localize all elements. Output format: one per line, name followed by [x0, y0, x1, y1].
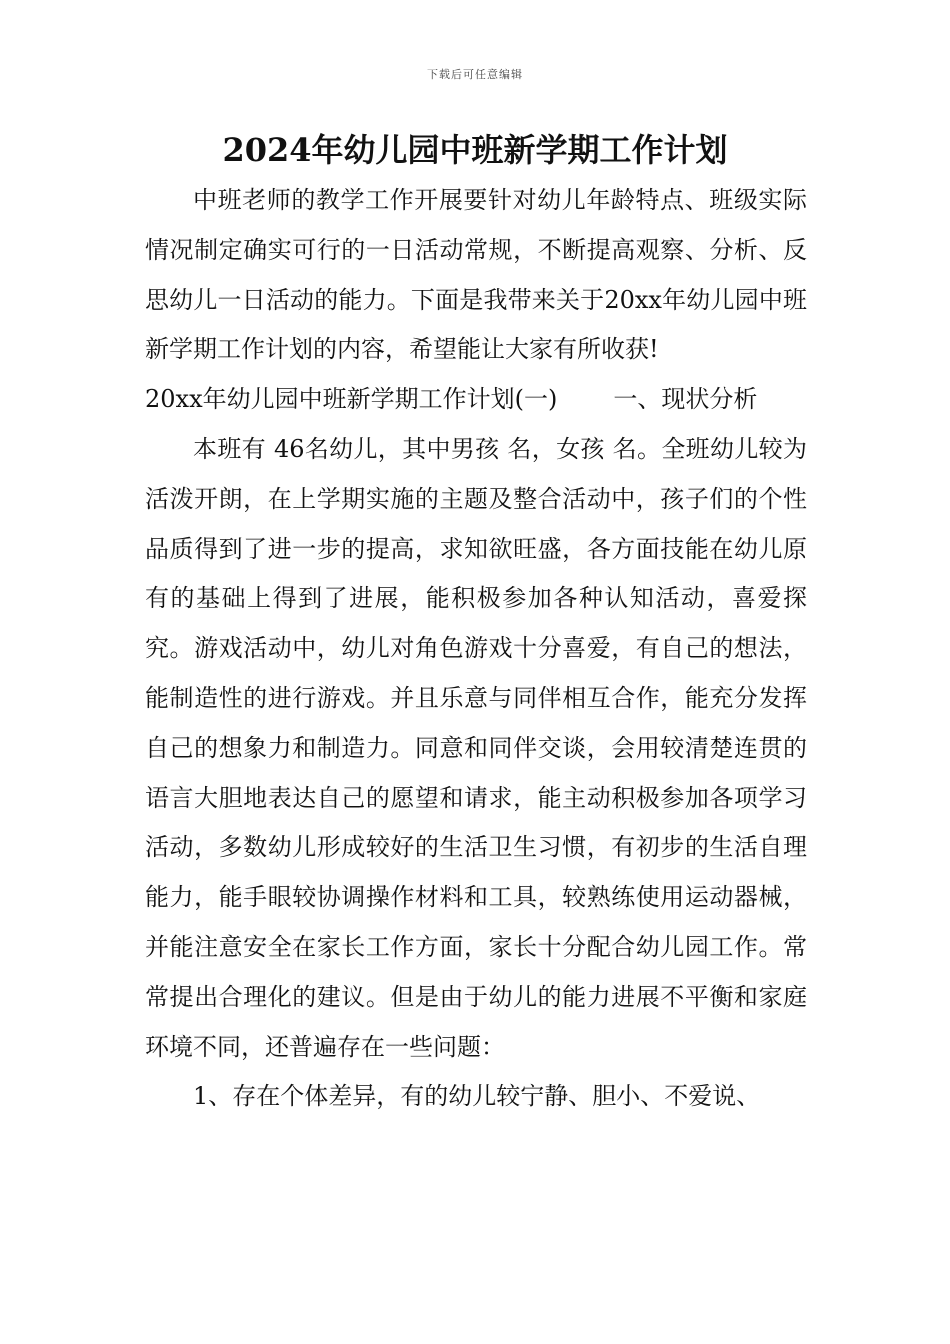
document-title: 2024年幼儿园中班新学期工作计划 [222, 131, 728, 169]
subsection-title: 一、现状分析 [613, 385, 758, 414]
point-1-paragraph: 1、存在个体差异，有的幼儿较宁静、胆小、不爱说、 [193, 1082, 761, 1111]
document-body [145, 176, 807, 1122]
section-title: 20xx年幼儿园中班新学期工作计划(一) [145, 385, 558, 414]
analysis-paragraph: 本班有 46名幼儿，其中男孩 名，女孩 名。全班幼儿较为活泼开朗，在上学期实施的主题及整合活动中，孩子们的个性品质得到了进一步的提高，求知欲旺盛，各方面技能在幼儿原有的基础上得到了进展，能积极参加各种认知活动，喜爱探究。游戏活动中，幼儿对角色游戏十分喜爱，有自己的想法，能制造性的进行游戏。并且乐意与同伴相互合作，能充分发挥自己的想象力和制造力。同意和同伴交谈，会用较清楚连贯的语言大胆地表达自己的愿望和请求，能主动积极参加各项学习活动，多数幼儿形成较好的生活卫生习惯，有初步的生活自理能力，能手眼较协调操作材料和工具，较熟练使用运动器械，并能注意安全在家长工作方面，家长十分配合幼儿园工作。常常提出合理化的建议。但是由于幼儿的能力进展不平衡和家庭环境不同，还普遍存在一些问题： [145, 434, 807, 1061]
header-note: 下载后可任意编辑 [427, 68, 523, 81]
intro-paragraph: 中班老师的教学工作开展要针对幼儿年龄特点、班级实际情况制定确实可行的一日活动常规，不断提高观察、分析、反思幼儿一日活动的能力。下面是我带来关于20xx年幼儿园中班新学期工作计划的内容，希望能让大家有所收获! [145, 186, 807, 364]
section-heading [145, 375, 807, 425]
